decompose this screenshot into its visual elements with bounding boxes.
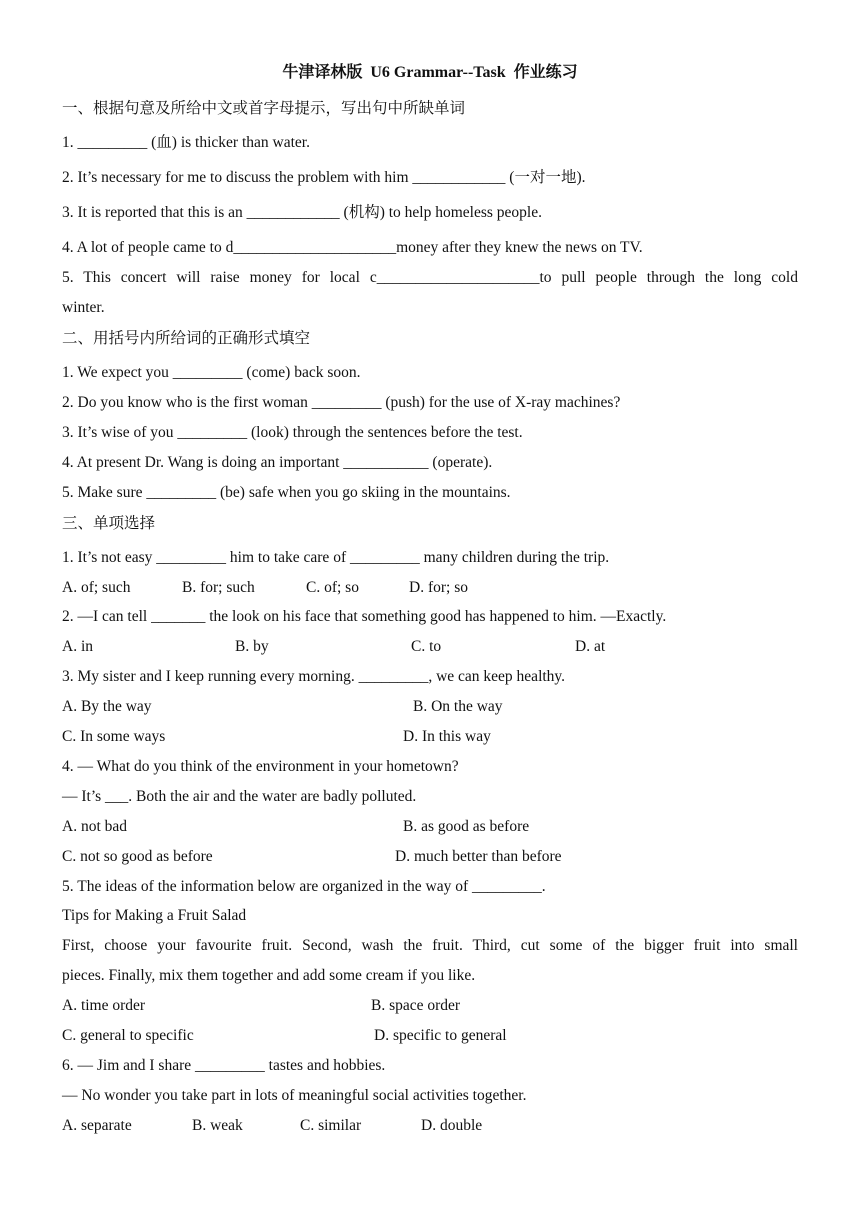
s1-item-1: 1. _________ (血) is thicker than water. bbox=[62, 134, 310, 151]
section-2-heading: 二、用括号内所给词的正确形式填空 bbox=[62, 329, 311, 347]
q3-option-d: D. In this way bbox=[403, 728, 491, 745]
q1-option-d: D. for; so bbox=[409, 579, 468, 596]
q4-option-a: A. not bad bbox=[62, 818, 128, 835]
q6-stem-answer: — No wonder you take part in lots of meaningful social activities together. bbox=[62, 1087, 527, 1104]
s1-item-2: 2. It’s necessary for me to discuss the problem with him ____________ (一对一地). bbox=[62, 169, 586, 186]
section-3-heading: 三、单项选择 bbox=[62, 514, 156, 532]
q1-option-b: B. for; such bbox=[182, 579, 255, 596]
s1-item-5-cont: winter. bbox=[62, 299, 105, 316]
q5-option-c: C. general to specific bbox=[62, 1027, 194, 1044]
q5-passage-title: Tips for Making a Fruit Salad bbox=[62, 907, 247, 924]
q5-option-b: B. space order bbox=[371, 997, 461, 1014]
q3-option-c: C. In some ways bbox=[62, 728, 166, 745]
s1-item-4: 4. A lot of people came to d_____________________money after they knew the news on TV. bbox=[62, 239, 643, 256]
q5-option-a: A. time order bbox=[62, 997, 146, 1014]
q4-stem: 4. — What do you think of the environment in your hometown? bbox=[62, 758, 459, 775]
q4-option-c: C. not so good as before bbox=[62, 848, 213, 865]
q2-option-c: C. to bbox=[411, 638, 442, 655]
q5-passage-line-2: pieces. Finally, mix them together and add some cream if you like. bbox=[62, 967, 476, 984]
q6-option-c: C. similar bbox=[300, 1117, 362, 1134]
s1-item-5: 5. This concert will raise money for local c_____________________to pull people through the long cold bbox=[62, 269, 798, 286]
q6-option-a: A. separate bbox=[62, 1117, 132, 1134]
q1-option-c: C. of; so bbox=[306, 579, 359, 596]
page-title: 牛津译林版 U6 Grammar--Task 作业练习 bbox=[282, 64, 578, 81]
q5-stem: 5. The ideas of the information below are organized in the way of _________. bbox=[62, 878, 546, 895]
q2-option-b: B. by bbox=[235, 638, 269, 655]
q6-stem: 6. — Jim and I share _________ tastes and hobbies. bbox=[62, 1057, 386, 1074]
section-1-heading: 一、根据句意及所给中文或首字母提示，写出句中所缺单词 bbox=[62, 99, 466, 117]
s2-item-3: 3. It’s wise of you _________ (look) through the sentences before the test. bbox=[62, 424, 523, 441]
s2-item-4: 4. At present Dr. Wang is doing an important ___________ (operate). bbox=[62, 454, 493, 471]
q1-option-a: A. of; such bbox=[62, 579, 131, 596]
q5-option-d: D. specific to general bbox=[374, 1027, 507, 1044]
q3-option-a: A. By the way bbox=[62, 698, 152, 715]
s2-item-5: 5. Make sure _________ (be) safe when you go skiing in the mountains. bbox=[62, 484, 511, 501]
q6-option-b: B. weak bbox=[192, 1117, 243, 1134]
q6-option-d: D. double bbox=[421, 1117, 483, 1134]
q2-option-a: A. in bbox=[62, 638, 93, 655]
s1-item-3: 3. It is reported that this is an ____________ (机构) to help homeless people. bbox=[62, 204, 542, 221]
q4-stem-answer: — It’s ___. Both the air and the water are badly polluted. bbox=[62, 788, 417, 805]
q5-passage-line-1: First, choose your favourite fruit. Second, wash the fruit. Third, cut some of the bigger fruit into small bbox=[62, 937, 798, 954]
q1-stem: 1. It’s not easy _________ him to take care of _________ many children during the trip. bbox=[62, 549, 610, 566]
s2-item-2: 2. Do you know who is the first woman _________ (push) for the use of X-ray machines? bbox=[62, 394, 621, 411]
q3-stem: 3. My sister and I keep running every morning. _________, we can keep healthy. bbox=[62, 668, 566, 685]
q2-option-d: D. at bbox=[575, 638, 606, 655]
s2-item-1: 1. We expect you _________ (come) back soon. bbox=[62, 364, 361, 381]
q3-option-b: B. On the way bbox=[413, 698, 503, 715]
q2-stem: 2. —I can tell _______ the look on his face that something good has happened to him. —Exactly. bbox=[62, 608, 667, 625]
q4-option-d: D. much better than before bbox=[395, 848, 562, 865]
q4-option-b: B. as good as before bbox=[403, 818, 530, 835]
